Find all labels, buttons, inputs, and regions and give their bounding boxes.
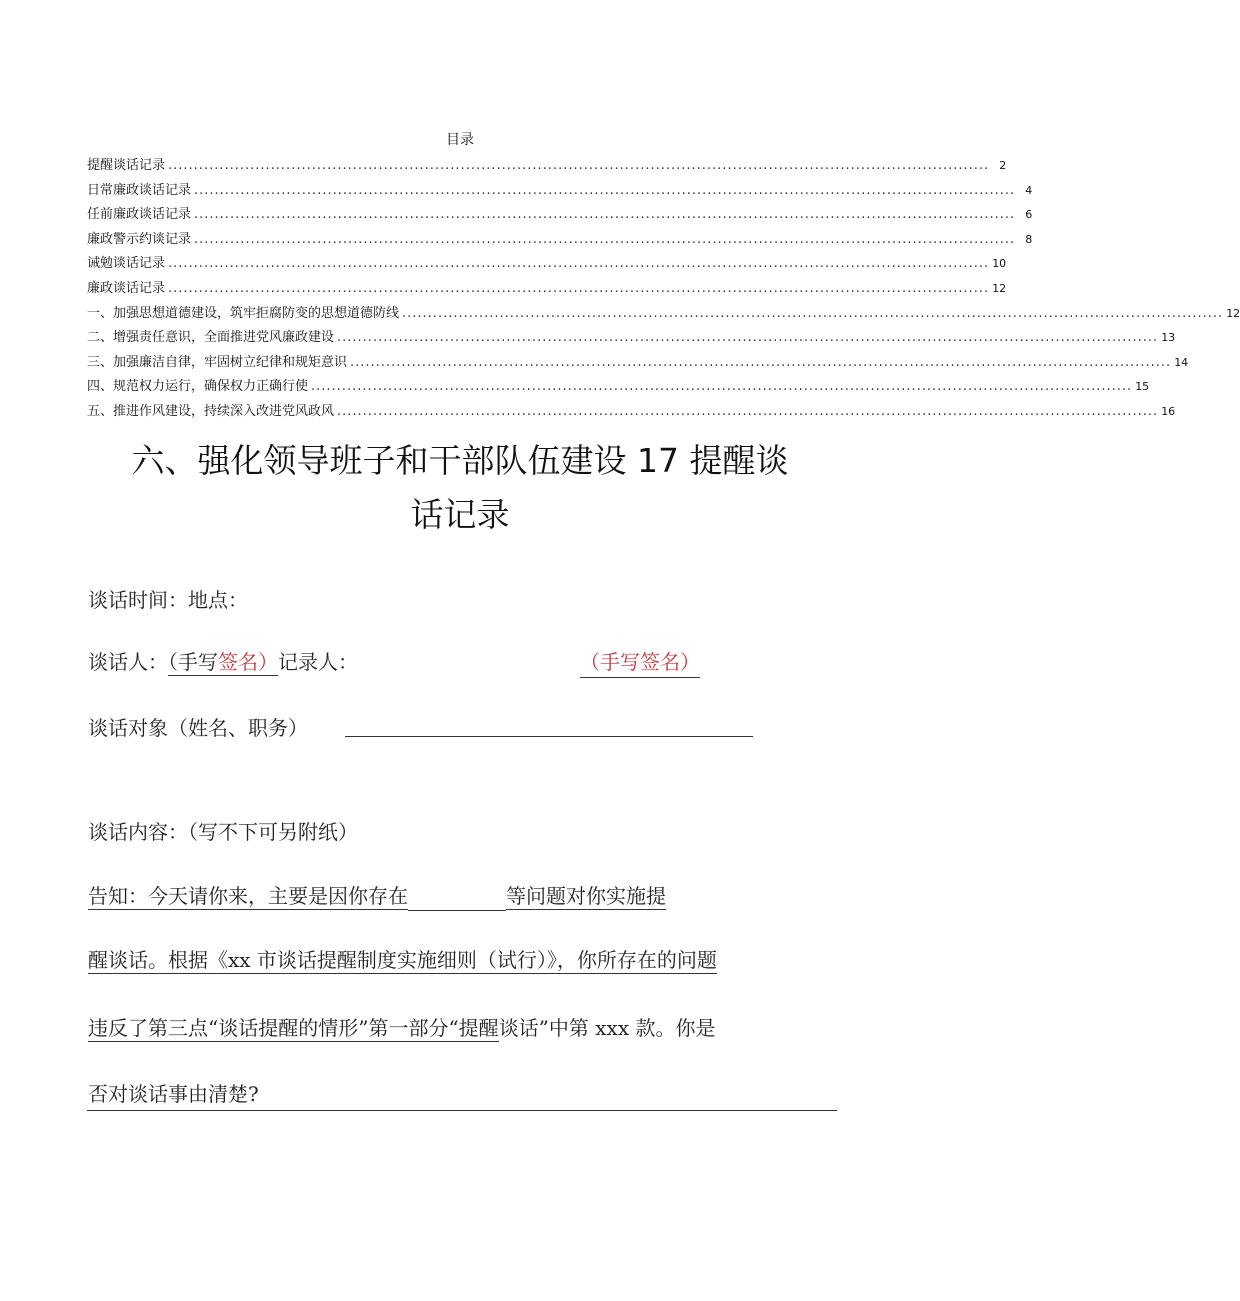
toc-entry-text: 提醒谈话记录 bbox=[87, 158, 166, 173]
toc-entry-text: 二、增强责任意识，全面推进党风廉政建设 bbox=[87, 330, 335, 346]
toc-entry[interactable] bbox=[87, 230, 1033, 255]
toc-entry-page: 12 bbox=[1226, 306, 1240, 320]
notice-text-underlined: 告知：今天请你来，主要是因你存在 bbox=[88, 884, 408, 908]
issue-blank[interactable] bbox=[408, 882, 506, 911]
toc-entry-text: 四、规范权力运行，确保权力正确行使 bbox=[87, 379, 309, 395]
talker-field bbox=[88, 648, 358, 676]
toc-leader-dots: ................................................................................................................................................................ bbox=[311, 379, 1133, 395]
notice-text-underlined: 违反了第三点“谈话提醒的情形”第一部分“提醒 bbox=[88, 1016, 499, 1040]
recorder-signature-blank[interactable]: （手写签名） bbox=[580, 648, 700, 678]
toc-entry-page: 13 bbox=[1161, 331, 1176, 345]
toc-entry-text: 五、推进作风建设，持续深入改进党风政风 bbox=[87, 403, 335, 419]
toc-leader-dots: ................................................................................................................................................................ bbox=[168, 280, 990, 296]
section-heading-line-1: 六、强化领导班子和干部队伍建设 17 提醒谈 bbox=[131, 441, 789, 480]
toc-entry[interactable] bbox=[87, 328, 1176, 353]
toc-entry[interactable] bbox=[87, 156, 1007, 181]
toc-leader-dots: ................................................................................................................................................................ bbox=[402, 305, 1224, 321]
toc-entry-text: 三、加强廉洁自律，牢固树立纪律和规矩意识 bbox=[87, 354, 348, 370]
talker-signature-blank[interactable] bbox=[168, 650, 278, 676]
toc-leader-dots: ................................................................................................................................................................ bbox=[168, 158, 990, 173]
toc-entry-page: 16 bbox=[1161, 404, 1176, 418]
toc-entry-page: 4 bbox=[1025, 183, 1033, 197]
notice-line-2 bbox=[88, 946, 717, 974]
toc-title: 目录 bbox=[446, 132, 474, 148]
toc-leader-dots: ................................................................................................................................................................ bbox=[350, 354, 1172, 370]
toc-entry-text: 任前廉政谈话记录 bbox=[87, 207, 192, 223]
section-heading bbox=[0, 436, 920, 540]
toc-entry[interactable] bbox=[87, 254, 1007, 279]
talker-signature-hint-red: 签名） bbox=[218, 650, 278, 674]
toc-entry[interactable] bbox=[87, 353, 1189, 378]
toc-entry[interactable] bbox=[87, 377, 1150, 402]
toc-entry[interactable] bbox=[87, 304, 1240, 329]
toc-entry-text: 一、加强思想道德建设，筑牢拒腐防变的思想道德防线 bbox=[87, 305, 400, 321]
toc-entry[interactable] bbox=[87, 181, 1033, 206]
subject-label: 谈话对象（姓名、职务） bbox=[88, 716, 308, 740]
toc-leader-dots: ................................................................................................................................................................ bbox=[337, 330, 1159, 346]
bottom-rule bbox=[87, 1110, 837, 1111]
toc-leader-dots: ................................................................................................................................................................ bbox=[194, 182, 1016, 198]
talker-signature-hint: （手写 bbox=[168, 650, 218, 674]
section-heading-line-2: 话记录 bbox=[410, 495, 510, 534]
toc-leader-dots: ................................................................................................................................................................ bbox=[194, 231, 1016, 247]
notice-text-underlined: 醒谈话。根据《xx 市谈话提醒制度实施细则（试行）》，你所存在的问题 bbox=[88, 948, 717, 972]
toc-entry-text: 廉政谈话记录 bbox=[87, 280, 166, 296]
toc-entry[interactable] bbox=[87, 205, 1033, 230]
notice-text: 谈话”中第 xxx 款。你是 bbox=[498, 1016, 716, 1040]
table-of-contents bbox=[87, 156, 1240, 427]
toc-leader-dots: ................................................................................................................................................................ bbox=[168, 256, 990, 272]
toc-entry-text: 诫勉谈话记录 bbox=[87, 256, 166, 272]
toc-entry-page: 14 bbox=[1174, 355, 1189, 369]
toc-entry[interactable] bbox=[87, 402, 1176, 427]
notice-line-4: 否对谈话事由清楚? bbox=[88, 1082, 259, 1106]
toc-entry-page: 10 bbox=[992, 257, 1007, 271]
toc-entry-page: 15 bbox=[1135, 380, 1150, 394]
content-label: 谈话内容：（写不下可另附纸） bbox=[88, 820, 358, 844]
toc-entry-text: 日常廉政谈话记录 bbox=[87, 182, 192, 198]
notice-line-1 bbox=[88, 882, 666, 911]
toc-entry-page: 6 bbox=[1025, 208, 1033, 222]
subject-input-line[interactable] bbox=[345, 736, 753, 737]
notice-line-3 bbox=[88, 1014, 715, 1042]
toc-entry-page: 2 bbox=[999, 159, 1007, 172]
time-place-field: 谈话时间：地点： bbox=[88, 588, 248, 612]
toc-entry-page: 12 bbox=[992, 281, 1007, 295]
toc-leader-dots: ................................................................................................................................................................ bbox=[337, 403, 1159, 419]
notice-text-underlined: 等问题对你实施提 bbox=[506, 884, 666, 908]
toc-leader-dots: ................................................................................................................................................................ bbox=[194, 207, 1016, 223]
toc-entry-text: 廉政警示约谈记录 bbox=[87, 231, 192, 247]
talker-label: 谈话人： bbox=[88, 650, 168, 674]
recorder-label: 记录人： bbox=[278, 650, 358, 674]
toc-entry[interactable] bbox=[87, 279, 1007, 304]
toc-entry-page: 8 bbox=[1025, 232, 1033, 246]
